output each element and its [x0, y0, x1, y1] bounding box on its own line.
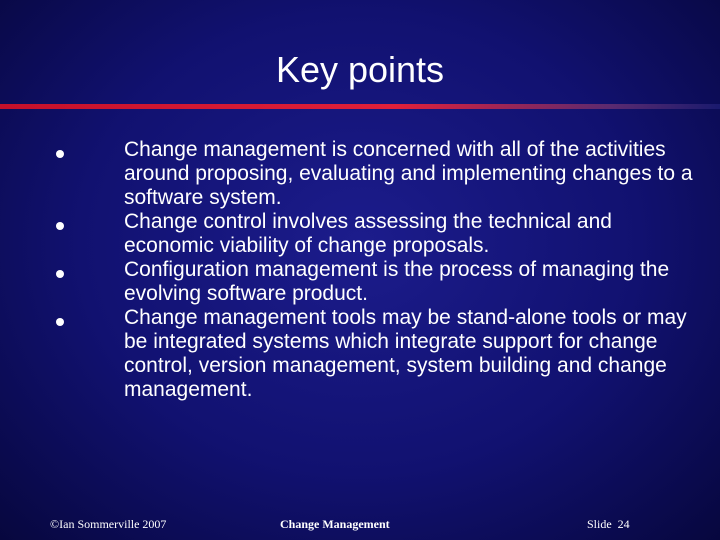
bullet-dot-icon [56, 222, 64, 230]
footer-copyright: ©Ian Sommerville 2007 [50, 517, 167, 531]
bullet-item [0, 258, 694, 306]
bullet-text: Configuration management is the process of managing the evolving software product. [124, 258, 670, 305]
bullet-text: Change control involves assessing the technical and economic viability of change proposals. [124, 210, 612, 257]
slide-title: Key points [275, 49, 445, 90]
title-divider [0, 104, 720, 109]
bullet-text: Change management tools may be stand-alone tools or may be integrated systems which integrate support for change control, version management, system building and change management. [124, 306, 687, 401]
bullet-dot-icon [56, 318, 64, 326]
bullet-dot-icon [56, 270, 64, 278]
bullet-text: Change management is concerned with all of the activities around proposing, evaluating and implementing changes to a software system. [124, 138, 693, 209]
bullet-item [0, 306, 694, 402]
footer-title: Change Management [280, 517, 390, 531]
bullet-list [0, 138, 720, 402]
footer-slide-number: Slide 24 [587, 517, 630, 531]
bullet-dot-icon [56, 150, 64, 158]
bullet-item [0, 210, 694, 258]
bullet-item [0, 138, 694, 210]
